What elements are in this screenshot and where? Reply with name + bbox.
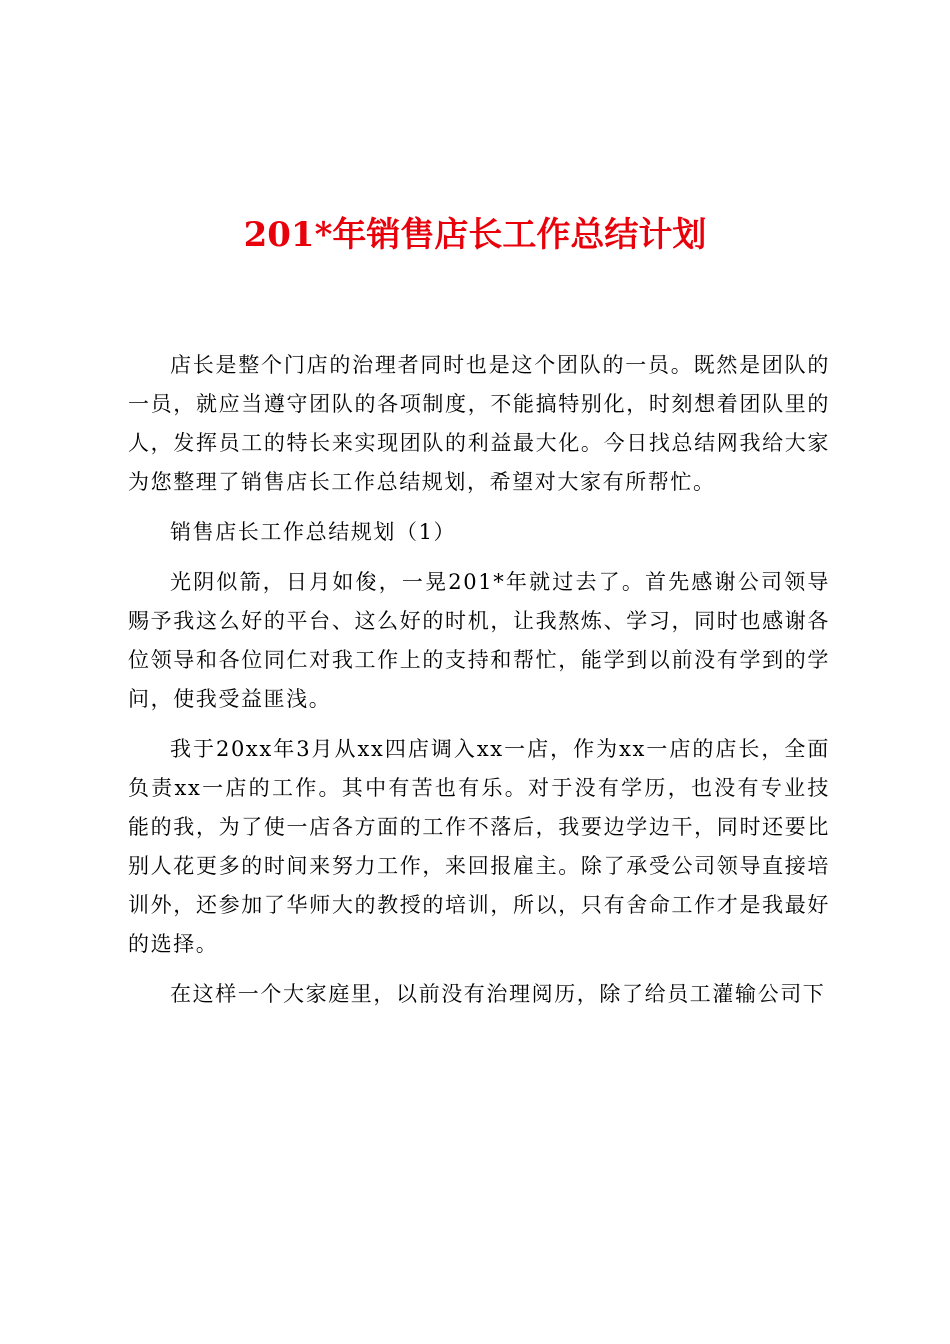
document-title: 201*年销售店长工作总结计划 <box>243 215 707 255</box>
intro-paragraph: 店长是整个门店的治理者同时也是这个团队的一员。既然是团队的一员，就应当遵守团队的各项制度，不能搞特别化，时刻想着团队里的人，发挥员工的特长来实现团队的利益最大化。今日找总结网我给大家为您整理了销售店长工作总结规划，希望对大家有所帮忙。 <box>128 353 830 494</box>
body-paragraph: 我于20xx年3月从xx四店调入xx一店，作为xx一店的店长，全面负责xx一店的工作。其中有苦也有乐。对于没有学历，也没有专业技能的我，为了使一店各方面的工作不落后，我要边学边干，同时还要比别人花更多的时间来努力工作，来回报雇主。除了承受公司领导直接培训外，还参加了华师大的教授的培训，所以，只有舍命工作才是我最好的选择。 <box>128 737 830 956</box>
body-paragraph: 光阴似箭，日月如俊，一晃201*年就过去了。首先感谢公司领导赐予我这么好的平台、这么好的时机，让我熬炼、学习，同时也感谢各位领导和各位同仁对我工作上的支持和帮忙，能学到以前没有学到的学问，使我受益匪浅。 <box>128 570 830 711</box>
body-paragraph: 在这样一个大家庭里，以前没有治理阅历，除了给员工灌输公司下 <box>170 982 826 1006</box>
document-body <box>128 346 830 1014</box>
section-heading: 销售店长工作总结规划（1） <box>170 520 457 544</box>
